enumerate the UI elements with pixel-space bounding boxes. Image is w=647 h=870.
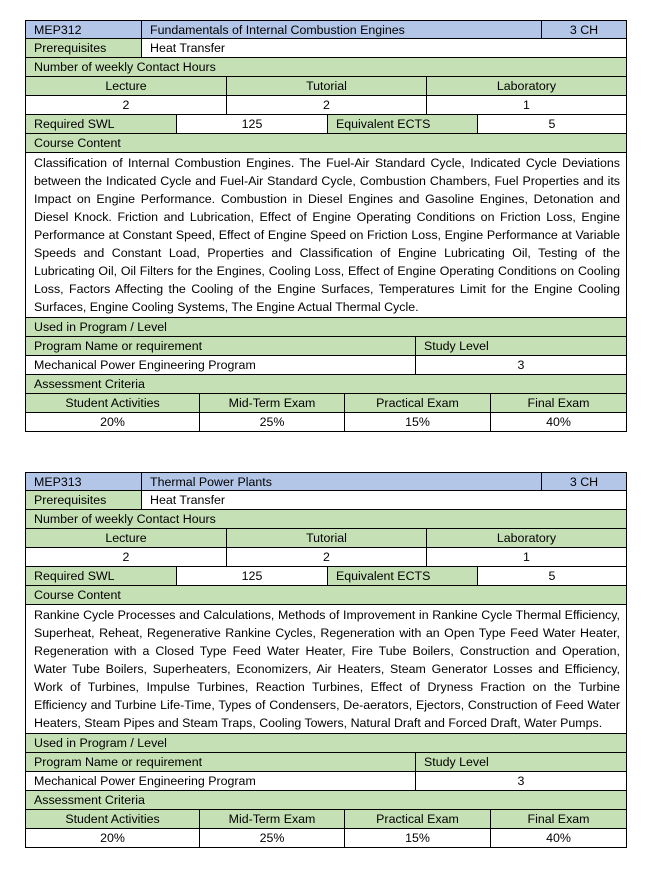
program-header-row <box>25 753 627 772</box>
contact-hours-label: Number of weekly Contact Hours <box>26 510 626 528</box>
swl-row <box>25 115 627 134</box>
final-exam-value: 40% <box>491 829 626 847</box>
laboratory-header: Laboratory <box>427 77 626 95</box>
contact-hours-values-row <box>25 96 627 115</box>
course-content-text: Rankine Cycle Processes and Calculations, Methods of Improvement in Rankine Cycle Thermal Efficiency, Superheat, Reheat, Regenerative Rankine Cycles, Regeneration with an Open Type Feed Water Heater, Regeneration with a Closed Type Feed Water Heater, Fire Tube Boilers, Construction and Operation, Water Tube Boilers, Superheaters, Economizers, Air Heaters, Steam Generator Losses and Efficiency, Work of Turbines, Impulse Turbines, Reaction Turbines, Effect of Dryness Fraction on the Turbine Efficiency and Turbine Life-Time, Types of Condensers, De-aerators, Ejectors, Construction of Feed Water Heaters, Steam Pipes and Steam Traps, Cooling Towers, Natural Draft and Forced Draft, Water Pumps. <box>25 605 627 734</box>
study-level-header: Study Level <box>416 337 626 355</box>
assessment-header-row <box>25 810 627 829</box>
program-name-header: Program Name or requirement <box>26 753 416 771</box>
laboratory-header: Laboratory <box>427 529 626 547</box>
tutorial-hours: 2 <box>227 548 427 566</box>
course-credits: 3 CH <box>542 473 626 490</box>
assessment-values-row <box>25 829 627 848</box>
student-activities-value: 20% <box>26 829 200 847</box>
midterm-exam-value: 25% <box>200 829 345 847</box>
lecture-header: Lecture <box>26 529 227 547</box>
lecture-hours: 2 <box>26 96 227 114</box>
practical-exam-value: 15% <box>345 829 491 847</box>
ects-value: 5 <box>478 115 626 133</box>
swl-label: Required SWL <box>26 567 177 585</box>
swl-row <box>25 567 627 586</box>
ects-value: 5 <box>478 567 626 585</box>
practical-exam-header: Practical Exam <box>345 394 491 412</box>
study-level: 3 <box>416 356 626 374</box>
tutorial-header: Tutorial <box>227 529 427 547</box>
final-exam-value: 40% <box>491 413 626 431</box>
course-credits: 3 CH <box>542 21 626 38</box>
midterm-exam-header: Mid-Term Exam <box>200 394 345 412</box>
ects-label: Equivalent ECTS <box>328 567 478 585</box>
ects-label: Equivalent ECTS <box>328 115 478 133</box>
prerequisites-label: Prerequisites <box>26 39 142 57</box>
assessment-label: Assessment Criteria <box>26 791 626 809</box>
student-activities-header: Student Activities <box>26 394 200 412</box>
swl-label: Required SWL <box>26 115 177 133</box>
assessment-label-row <box>25 791 627 810</box>
program-label-row <box>25 318 627 337</box>
course-header-row <box>25 20 627 39</box>
prerequisites-label: Prerequisites <box>26 491 142 509</box>
program-label: Used in Program / Level <box>26 318 626 336</box>
practical-exam-value: 15% <box>345 413 491 431</box>
course-table-mep313 <box>25 472 627 848</box>
assessment-header-row <box>25 394 627 413</box>
contact-hours-header-row <box>25 529 627 548</box>
course-header-row <box>25 472 627 491</box>
program-name: Mechanical Power Engineering Program <box>26 356 416 374</box>
contact-hours-header-row <box>25 77 627 96</box>
contact-hours-label-row <box>25 510 627 529</box>
prerequisites-value: Heat Transfer <box>142 491 626 509</box>
contact-hours-values-row <box>25 548 627 567</box>
course-table-mep312 <box>25 20 627 432</box>
program-header-row <box>25 337 627 356</box>
laboratory-hours: 1 <box>427 96 626 114</box>
midterm-exam-header: Mid-Term Exam <box>200 810 345 828</box>
tutorial-header: Tutorial <box>227 77 427 95</box>
assessment-values-row <box>25 413 627 432</box>
course-code: MEP312 <box>26 21 142 38</box>
program-label-row <box>25 734 627 753</box>
program-name: Mechanical Power Engineering Program <box>26 772 416 790</box>
prerequisites-row <box>25 491 627 510</box>
assessment-label: Assessment Criteria <box>26 375 626 393</box>
laboratory-hours: 1 <box>427 548 626 566</box>
program-values-row <box>25 356 627 375</box>
course-content-label-row <box>25 134 627 153</box>
program-values-row <box>25 772 627 791</box>
midterm-exam-value: 25% <box>200 413 345 431</box>
course-content-text: Classification of Internal Combustion Engines. The Fuel-Air Standard Cycle, Indicated Cycle Deviations between the Indicated Cycle and Fuel-Air Standard Cycle, Combustion Chambers, Fuel Properties and its Impact on Engine Performance. Combustion in Diesel Engines and Gasoline Engines, Detonation and Diesel Knock. Friction and Lubrication, Effect of Engine Operating Conditions on Friction Loss, Engine Performance at Constant Speed, Effect of Engine Speed on Friction Loss, Engine Performance at Variable Speeds and Constant Load, Properties and Classification of Engine Lubricating Oil, Testing of the Lubricating Oil, Oil Filters for the Engines, Cooling Loss, Effect of Engine Operating Conditions on Cooling Loss, Factors Affecting the Cooling of the Engine Surfaces, Temperatures Limit for the Engine Cooling Surfaces, Engine Cooling Systems, The Engine Actual Thermal Cycle. <box>25 153 627 318</box>
course-code: MEP313 <box>26 473 142 490</box>
program-name-header: Program Name or requirement <box>26 337 416 355</box>
course-content-label: Course Content <box>26 586 626 604</box>
course-content-label-row <box>25 586 627 605</box>
contact-hours-label: Number of weekly Contact Hours <box>26 58 626 76</box>
course-title: Thermal Power Plants <box>142 473 542 490</box>
final-exam-header: Final Exam <box>491 394 626 412</box>
swl-value: 125 <box>177 115 328 133</box>
prerequisites-row <box>25 39 627 58</box>
student-activities-header: Student Activities <box>26 810 200 828</box>
course-title: Fundamentals of Internal Combustion Engines <box>142 21 542 38</box>
study-level: 3 <box>416 772 626 790</box>
lecture-hours: 2 <box>26 548 227 566</box>
swl-value: 125 <box>177 567 328 585</box>
assessment-label-row <box>25 375 627 394</box>
final-exam-header: Final Exam <box>491 810 626 828</box>
lecture-header: Lecture <box>26 77 227 95</box>
course-content-label: Course Content <box>26 134 626 152</box>
study-level-header: Study Level <box>416 753 626 771</box>
student-activities-value: 20% <box>26 413 200 431</box>
practical-exam-header: Practical Exam <box>345 810 491 828</box>
contact-hours-label-row <box>25 58 627 77</box>
program-label: Used in Program / Level <box>26 734 626 752</box>
prerequisites-value: Heat Transfer <box>142 39 626 57</box>
tutorial-hours: 2 <box>227 96 427 114</box>
